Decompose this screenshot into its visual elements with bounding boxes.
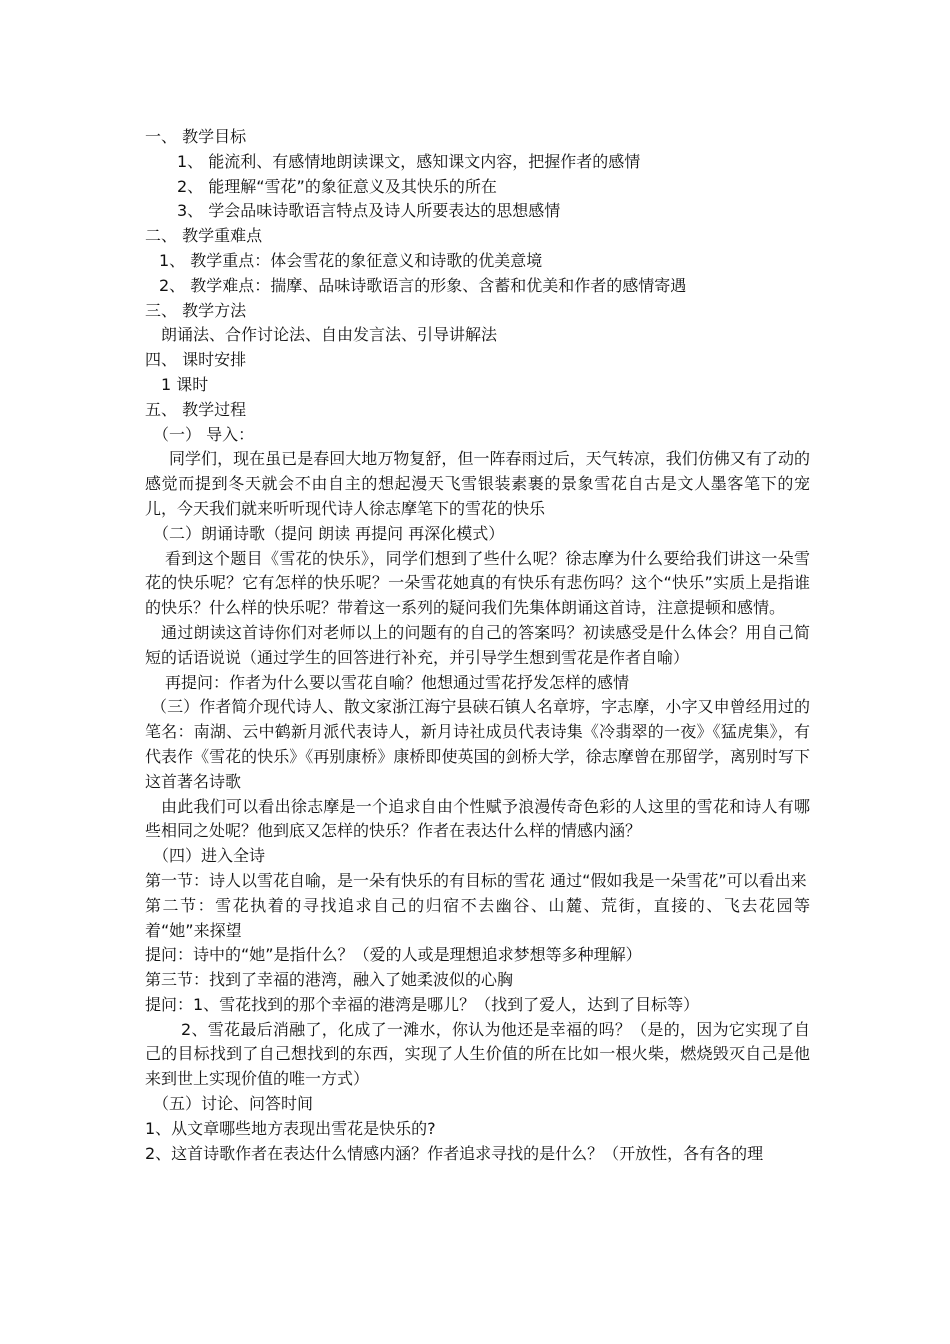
stanza-3-note: 第三节：找到了幸福的港湾，融入了她柔波似的心胸 bbox=[145, 970, 514, 990]
subsection-title-poem: （四）进入全诗 bbox=[153, 846, 266, 866]
key-point-item: 2、 教学难点：揣摩、品味诗歌语言的形象、含蓄和优美和作者的感情寄遇 bbox=[159, 275, 687, 295]
stanza-2-note: 第二节：雪花执着的寻找追求自己的归宿不去幽谷、山麓、荒街，直接的、飞去花园等着“她”来探望 bbox=[145, 895, 810, 940]
stanza-1-note: 第一节：诗人以雪花自喻，是一朵有快乐的有目标的雪花 通过“假如我是一朵雪花”可以看出来 bbox=[145, 870, 807, 890]
discussion-question-2: 2、这首诗歌作者在表达什么情感内涵？作者追求寻找的是什么？（开放性，各有各的理 bbox=[145, 1143, 764, 1163]
objective-item: 3、 学会品味诗歌语言特点及诗人所要表达的思想感情 bbox=[177, 201, 561, 221]
objective-item: 2、 能理解“雪花”的象征意义及其快乐的所在 bbox=[177, 176, 497, 196]
question-2: 提问：1、雪花找到的那个幸福的港湾是哪儿？（找到了爱人，达到了目标等） bbox=[145, 994, 700, 1014]
key-point-item: 1、 教学重点：体会雪花的象征意义和诗歌的优美意境 bbox=[159, 250, 543, 270]
subsection-title-discussion: （五）讨论、问答时间 bbox=[153, 1094, 314, 1114]
intro-paragraph: 同学们，现在虽已是春回大地万物复舒，但一阵春雨过后，天气转凉，我们仿佛又有了动的感觉而提到冬天就会不由自主的想起漫天飞雪银装素裹的景象雪花自古是文人墨客笔下的宠儿，今天我们就来听听现代诗人徐志摩笔下的雪花的快乐 bbox=[145, 449, 810, 518]
section-title-schedule: 四、 课时安排 bbox=[145, 350, 247, 370]
schedule-text: 1 课时 bbox=[161, 374, 209, 394]
methods-text: 朗诵法、合作讨论法、自由发言法、引导讲解法 bbox=[161, 325, 498, 345]
discussion-question-1: 1、从文章哪些地方表现出雪花是快乐的? bbox=[145, 1118, 436, 1138]
recite-paragraph-3: 再提问：作者为什么要以雪花自喻？他想通过雪花抒发怎样的感情 bbox=[165, 672, 630, 692]
document-body bbox=[145, 125, 810, 1166]
subsection-title-intro: （一） 导入： bbox=[153, 424, 255, 444]
section-title-methods: 三、 教学方法 bbox=[145, 300, 247, 320]
objective-item: 1、 能流利、有感情地朗读课文，感知课文内容，把握作者的感情 bbox=[177, 151, 641, 171]
author-intro-paragraph: （三）作者简介现代诗人、散文家浙江海宁县硖石镇人名章垿，字志摩，小字又申曾经用过的笔名：南湖、云中鹤新月派代表诗人，新月诗社成员代表诗集《冷翡翠的一夜》《猛虎集》，有代表作《雪花的快乐》《再别康桥》康桥即使英国的剑桥大学，徐志摩曾在那留学，离别时写下这首著名诗歌 bbox=[145, 697, 810, 791]
section-title-objectives: 一、 教学目标 bbox=[145, 127, 247, 146]
section-title-key-points: 二、 教学重难点 bbox=[145, 226, 263, 246]
question-1: 提问：诗中的“她”是指什么？（爱的人或是理想追求梦想等多种理解） bbox=[145, 945, 642, 965]
section-title-process: 五、 教学过程 bbox=[145, 399, 247, 419]
subsection-title-recite: （二）朗诵诗歌（提问 朗读 再提问 再深化模式） bbox=[153, 523, 505, 543]
recite-paragraph-1: 看到这个题目《雪花的快乐》，同学们想到了些什么呢？徐志摩为什么要给我们讲这一朵雪花的快乐呢？它有怎样的快乐呢？一朵雪花她真的有快乐有悲伤吗？这个“快乐”实质上是指谁的快乐？什么样的快乐呢？带着这一系列的疑问我们先集体朗诵这首诗，注意提顿和感情。 bbox=[145, 548, 810, 618]
question-3: 2、雪花最后消融了，化成了一滩水，你认为他还是幸福的吗？（是的，因为它实现了自己的目标找到了自己想找到的东西，实现了人生价值的所在比如一根火柴，燃烧毁灭自己是他来到世上实现价值的唯一方式） bbox=[145, 1019, 810, 1089]
recite-paragraph-2: 通过朗读这首诗你们对老师以上的问题有的自己的答案吗？初读感受是什么体会？用自己简短的话语说说（通过学生的回答进行补充，并引导学生想到雪花是作者自喻） bbox=[145, 622, 810, 667]
author-analysis-paragraph: 由此我们可以看出徐志摩是一个追求自由个性赋予浪漫传奇色彩的人这里的雪花和诗人有哪些相同之处呢？他到底又怎样的快乐？作者在表达什么样的情感内涵？ bbox=[145, 796, 810, 841]
